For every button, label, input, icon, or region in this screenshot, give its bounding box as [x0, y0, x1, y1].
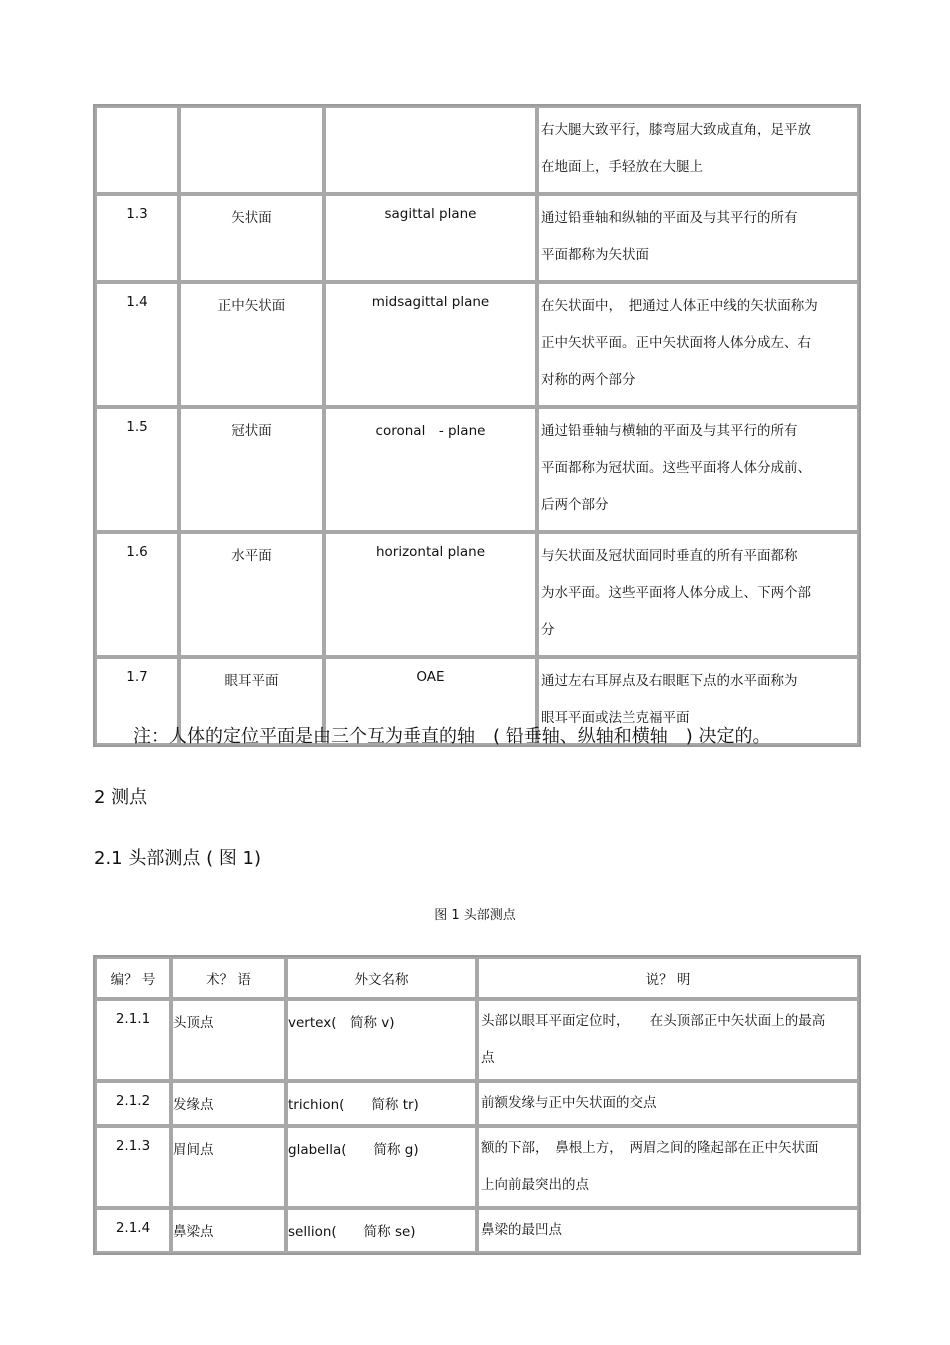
row-number: 1.7	[95, 657, 179, 745]
description-line: 鼻梁的最凹点	[481, 1222, 562, 1238]
header-foreign-name: 外文名称	[286, 957, 477, 999]
row-description	[477, 1126, 859, 1208]
description-line: 平面都称为冠状面。这些平面将人体分成前、	[541, 460, 811, 476]
row-description	[477, 999, 859, 1081]
row-foreign-name: sagittal plane	[324, 194, 537, 282]
table-row	[95, 1126, 859, 1208]
row-term: 鼻梁点	[171, 1208, 286, 1253]
description-line: 平面都称为矢状面	[541, 247, 649, 263]
row-term: 水平面	[179, 532, 324, 657]
description-line: 在矢状面中， 把通过人体正中线的矢状面称为	[541, 298, 818, 314]
description-line: 与矢状面及冠状面同时垂直的所有平面都称	[541, 548, 798, 564]
row-description	[537, 194, 859, 282]
description-line: 通过左右耳屏点及右眼眶下点的水平面称为	[541, 673, 798, 689]
row-number: 2.1.4	[95, 1208, 171, 1253]
description-line: 眼耳平面或法兰克福平面	[541, 710, 690, 726]
description-line: 为水平面。这些平面将人体分成上、下两个部	[541, 585, 811, 601]
description-line: 右大腿大致平行，膝弯屈大致成直角，足平放	[541, 122, 811, 138]
row-foreign-name: horizontal plane	[324, 532, 537, 657]
row-foreign-name: midsagittal plane	[324, 282, 537, 407]
row-foreign-name	[324, 106, 537, 194]
description-line: 前额发缘与正中矢状面的交点	[481, 1095, 657, 1111]
table-row	[95, 407, 859, 532]
description-line: 对称的两个部分	[541, 372, 636, 388]
row-number: 1.6	[95, 532, 179, 657]
row-foreign-name: sellion( 简称 se)	[286, 1208, 477, 1253]
row-term	[179, 106, 324, 194]
table-row	[95, 532, 859, 657]
row-term: 眼耳平面	[179, 657, 324, 745]
description-line: 在地面上，手轻放在大腿上	[541, 159, 703, 175]
header-number: 编？ 号	[95, 957, 171, 999]
row-term: 眉间点	[171, 1126, 286, 1208]
row-foreign-name: OAE	[324, 657, 537, 745]
row-number: 2.1.3	[95, 1126, 171, 1208]
row-description	[537, 407, 859, 532]
figure-caption: 图 1 头部测点	[434, 908, 516, 923]
row-description	[537, 282, 859, 407]
row-term: 冠状面	[179, 407, 324, 532]
head-landmarks-table	[93, 955, 861, 1255]
section-heading-2-1: 2.1 头部测点 ( 图 1)	[94, 848, 262, 869]
row-foreign-name: coronal - plane	[324, 407, 537, 532]
row-term: 正中矢状面	[179, 282, 324, 407]
description-line: 分	[541, 622, 555, 638]
row-number: 1.3	[95, 194, 179, 282]
row-number: 2.1.2	[95, 1081, 171, 1126]
row-term: 发缘点	[171, 1081, 286, 1126]
table-header-row	[95, 957, 859, 999]
table-row	[95, 194, 859, 282]
row-term: 矢状面	[179, 194, 324, 282]
description-line: 通过铅垂轴与横轴的平面及与其平行的所有	[541, 423, 798, 439]
header-description: 说？ 明	[477, 957, 859, 999]
description-line: 额的下部， 鼻根上方， 两眉之间的隆起部在正中矢状面	[481, 1140, 819, 1156]
header-term: 术？ 语	[171, 957, 286, 999]
description-line: 后两个部分	[541, 497, 609, 513]
row-description	[477, 1081, 859, 1126]
row-number: 1.4	[95, 282, 179, 407]
row-foreign-name: glabella( 简称 g)	[286, 1126, 477, 1208]
description-line: 通过铅垂轴和纵轴的平面及与其平行的所有	[541, 210, 798, 226]
table-row	[95, 282, 859, 407]
description-line: 头部以眼耳平面定位时， 在头顶部正中矢状面上的最高	[481, 1013, 826, 1029]
definitions-table	[93, 104, 861, 747]
description-line: 点	[481, 1050, 495, 1066]
note-text: 注：人体的定位平面是由三个互为垂直的轴 ( 铅垂轴、纵轴和横轴 ) 决定的。	[133, 726, 771, 747]
row-number: 2.1.1	[95, 999, 171, 1081]
row-description	[537, 106, 859, 194]
table-row	[95, 999, 859, 1081]
description-line: 正中矢状平面。正中矢状面将人体分成左、右	[541, 335, 811, 351]
row-description	[477, 1208, 859, 1253]
row-number: 1.5	[95, 407, 179, 532]
row-number	[95, 106, 179, 194]
row-foreign-name: vertex( 简称 v)	[286, 999, 477, 1081]
row-foreign-name: trichion( 简称 tr)	[286, 1081, 477, 1126]
row-description	[537, 532, 859, 657]
table-row	[95, 1208, 859, 1253]
section-heading-2: 2 测点	[94, 787, 148, 808]
row-term: 头顶点	[171, 999, 286, 1081]
table-row	[95, 106, 859, 194]
table-row	[95, 1081, 859, 1126]
description-line: 上向前最突出的点	[481, 1177, 589, 1193]
